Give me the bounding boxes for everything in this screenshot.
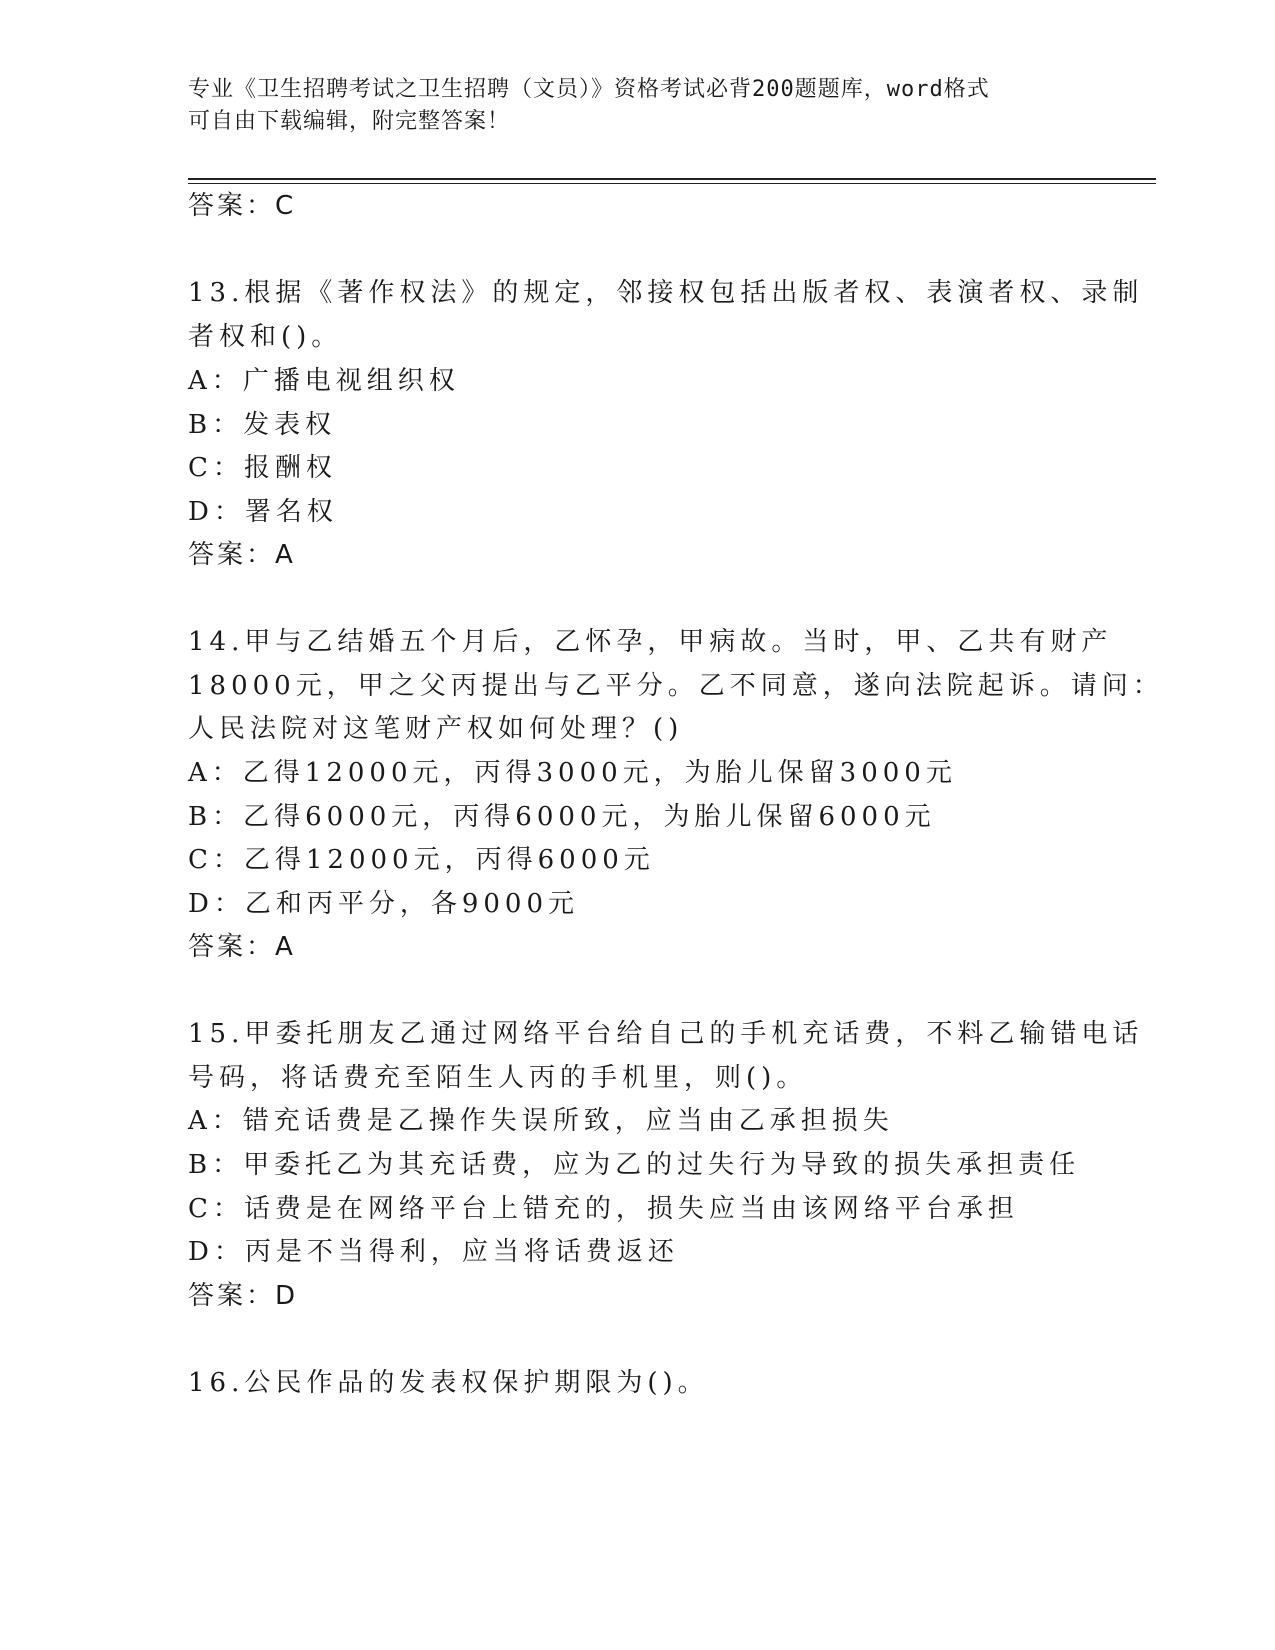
document-header [188, 74, 1088, 138]
question-14-line-2: 18000元，甲之父丙提出与乙平分。乙不同意，遂向法院起诉。请问： [188, 671, 1164, 701]
question-14-line-3: 人民法院对这笔财产权如何处理？() [188, 714, 684, 744]
question-13-line-2: 者权和()。 [188, 322, 343, 352]
question-13-option-a: A：广播电视组织权 [188, 366, 460, 396]
header-divider-thick [188, 178, 1156, 180]
answer-15: 答案：D [188, 1281, 299, 1311]
answer-prev: 答案：C [188, 191, 297, 221]
question-16-line-1: 16.公民作品的发表权保护期限为()。 [188, 1368, 709, 1398]
question-15-line-1: 15.甲委托朋友乙通过网络平台给自己的手机充话费，不料乙输错电话 [188, 1019, 1144, 1049]
question-15-line-2: 号码，将话费充至陌生人丙的手机里，则()。 [188, 1063, 808, 1093]
question-13-line-1: 13.根据《著作权法》的规定，邻接权包括出版者权、表演者权、录制 [188, 278, 1144, 308]
question-15-option-a: A：错充话费是乙操作失误所致，应当由乙承担损失 [188, 1106, 894, 1136]
header-line-2: 可自由下载编辑，附完整答案！ [188, 109, 511, 134]
question-14-option-b: B：乙得6000元，丙得6000元，为胎儿保留6000元 [188, 802, 936, 832]
question-14-option-d: D：乙和丙平分，各9000元 [188, 889, 580, 919]
question-13-option-c: C：报酬权 [188, 453, 337, 483]
question-14-line-1: 14.甲与乙结婚五个月后，乙怀孕，甲病故。当时，甲、乙共有财产 [188, 627, 1113, 657]
header-divider-thin [188, 183, 1156, 184]
question-13-option-b: B：发表权 [188, 410, 337, 440]
header-line-1: 专业《卫生招聘考试之卫生招聘（文员）》资格考试必背200题题库，word格式 [188, 77, 990, 102]
question-13-option-d: D：署名权 [188, 497, 338, 527]
question-15-option-b: B：甲委托乙为其充话费，应为乙的过失行为导致的损失承担责任 [188, 1150, 1081, 1180]
question-14-option-c: C：乙得12000元，丙得6000元 [188, 845, 655, 875]
question-15-option-c: C：话费是在网络平台上错充的，损失应当由该网络平台承担 [188, 1194, 1019, 1224]
answer-13: 答案：A [188, 540, 296, 570]
question-15-option-d: D：丙是不当得利，应当将话费返还 [188, 1237, 679, 1267]
question-14-option-a: A：乙得12000元，丙得3000元，为胎儿保留3000元 [188, 758, 957, 788]
answer-14: 答案：A [188, 932, 296, 962]
